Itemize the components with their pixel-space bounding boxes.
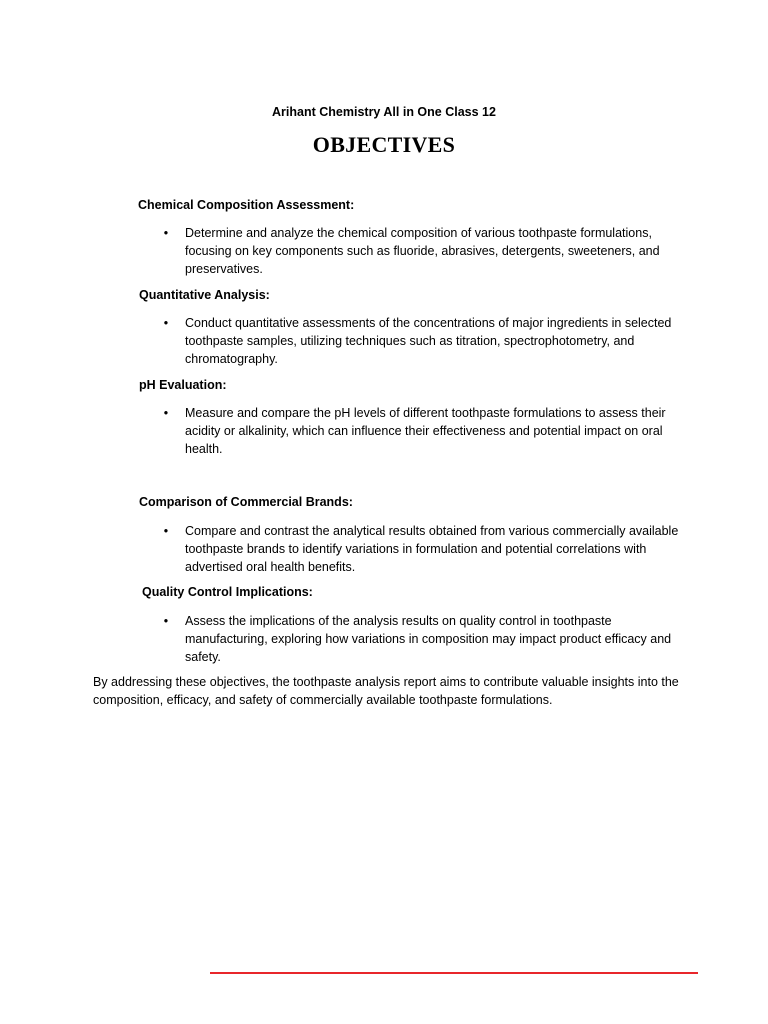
bullet-icon: •: [163, 614, 169, 628]
bullet-icon: •: [163, 226, 169, 240]
list-item-text: Compare and contrast the analytical results obtained from various commercially available toothpaste brands to identify variations in formulation and potential correlations with advertised oral health benefits.: [185, 524, 679, 574]
section-heading-brands: Comparison of Commercial Brands:: [139, 495, 353, 509]
list-item: [160, 612, 680, 666]
list-item-text: Measure and compare the pH levels of different toothpaste formulations to assess their acidity or alkalinity, which can influence their effectiveness and potential impact on oral health.: [185, 406, 666, 456]
closing-paragraph: By addressing these objectives, the toothpaste analysis report aims to contribute valuable insights into the composition, efficacy, and safety of commercially available toothpaste formulations.: [93, 675, 679, 707]
bullet-icon: •: [163, 524, 169, 538]
footer-divider: [210, 972, 698, 974]
list-item-text: Determine and analyze the chemical composition of various toothpaste formulations, focusing on key components such as fluoride, abrasives, detergents, sweeteners, and preservatives.: [185, 226, 660, 276]
document-header: Arihant Chemistry All in One Class 12: [272, 105, 496, 119]
page-title: OBJECTIVES: [312, 132, 456, 157]
bullet-icon: •: [163, 316, 169, 330]
list-item: [160, 522, 680, 576]
section-heading-quantitative: Quantitative Analysis:: [139, 288, 270, 302]
list-item: [160, 404, 680, 458]
section-heading-composition: Chemical Composition Assessment:: [138, 198, 355, 212]
section-heading-quality: Quality Control Implications:: [142, 585, 313, 599]
list-item: [160, 224, 680, 278]
list-item-text: Assess the implications of the analysis results on quality control in toothpaste manufacturing, exploring how variations in composition may impact product efficacy and safety.: [185, 614, 672, 664]
section-heading-ph: pH Evaluation:: [139, 378, 227, 392]
bullet-icon: •: [163, 406, 169, 420]
list-item: [160, 314, 680, 368]
list-item-text: Conduct quantitative assessments of the concentrations of major ingredients in selected toothpaste samples, utilizing techniques such as titration, spectrophotometry, and chromatography.: [185, 316, 672, 366]
